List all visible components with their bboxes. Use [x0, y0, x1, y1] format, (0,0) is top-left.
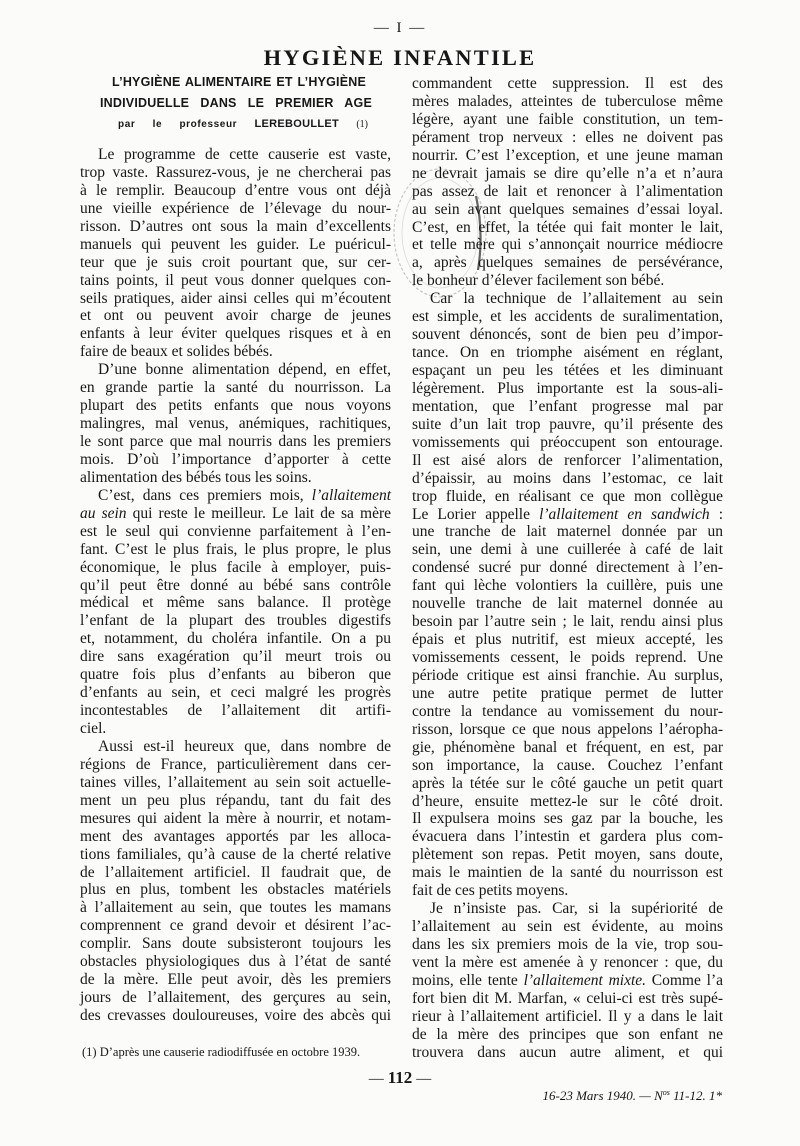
text-line: et telle mère qui s’annonçait nourrice médiocre	[412, 236, 723, 254]
text-line: mesures qui aident la mère à nourrir, et notam-	[80, 809, 391, 827]
text-line: économique, le plus facile à employer, puis-	[80, 558, 391, 576]
text-line: obstacles physiologiques dus à l’état de santé	[80, 953, 391, 971]
text-line: rieur à l’allaitement artificiel. Il y a dans le lait	[412, 1007, 723, 1025]
text-line: évacuera dans l’intestin et gardera plus com-	[412, 828, 723, 846]
byline-prefix: par le professeur	[118, 119, 238, 130]
text-line: vomissements qui préoccupent son entourage.	[412, 433, 723, 451]
text-line: Il est aisé alors de renforcer l’alimentation,	[412, 451, 723, 469]
text-line: risson. D’autres ont sous la main d’excellents	[80, 217, 391, 235]
text-line: mois. D’où l’importance d’apporter à cette	[80, 450, 391, 468]
text-line: est simple, et les accidents de suralimentation,	[412, 308, 723, 326]
text-run: moins, elle tente	[412, 971, 524, 989]
text-line	[412, 506, 723, 524]
issue-sheet: 1*	[709, 1088, 722, 1103]
text-line: médical et même sans balance. Il protège	[80, 594, 391, 612]
text-line: son importance, la cause. Couchez l’enfant	[412, 756, 723, 774]
text-run: C’est, dans ces premiers mois,	[98, 486, 312, 504]
text-line: pas assez de lait et renoncer à l’alimentation	[412, 182, 723, 200]
text-line: ne devrait jamais se dire qu’elle n’a et n’aura	[412, 164, 723, 182]
text-line: espaçant un peu les tétées et les diminuant	[412, 362, 723, 379]
text-line: période critique est ainsi franchie. Au surplus,	[412, 666, 723, 684]
text-line: des crevasses douloureuses, voire des abcès qui	[80, 1007, 391, 1024]
text-line	[80, 505, 391, 523]
text-line: après la tétée sur le côté gauche un petit quart	[412, 774, 723, 792]
text-line: de la mère des principes que son enfant ne	[412, 1025, 723, 1043]
text-line: complir. Sans doute subsisteront toujours les	[80, 935, 391, 953]
issue-info	[542, 1085, 722, 1104]
paragraph	[80, 146, 391, 361]
text-line: vomissements cessent, le poids reprend. Une	[412, 649, 723, 666]
text-line: une autre petite pratique permet de lutter	[412, 684, 723, 702]
text-line: souvent dénoncés, sont de bien peu d’impor-	[412, 326, 723, 344]
text-line: trouvera dans aucun autre aliment, et qui	[412, 1043, 723, 1061]
text-line: besoin par l’autre sein ; le lait, rendu ainsi plus	[412, 613, 723, 631]
text-line: une vieille expérience de l’élevage du nour-	[80, 199, 391, 217]
text-line: Aussi est-il heureux que, dans nombre de	[98, 737, 391, 755]
page-number-dash: —	[368, 1071, 384, 1087]
text-line: épais et plus nutritif, est mieux accepté, les	[412, 631, 723, 649]
paragraph	[412, 900, 723, 1061]
text-column-right	[412, 75, 723, 1062]
text-line: d’enfants au sein, et ceci malgré les progrès	[80, 684, 391, 702]
text-line: commandent cette suppression. Il est des	[412, 75, 723, 92]
text-line: seils pratiques, aider ainsi celles qui m’écoutent	[80, 289, 391, 307]
text-line	[412, 972, 723, 990]
text-line: ciel.	[80, 720, 107, 737]
text-line: risson, lorsque ce que nous appelons l’aéropha-	[412, 720, 723, 738]
text-line: l’allaitement au sein est évidente, au moins	[412, 918, 723, 936]
text-line: à l’allaitement au sein, que toutes les mamans	[80, 899, 391, 917]
paragraph	[412, 75, 723, 290]
text-line: ment un peu plus répandu, tant du fait des	[80, 791, 391, 809]
text-line: C’est, en effet, la tétée qui fait monter le lait,	[412, 218, 723, 236]
text-line: ment des avantages apportés par les alloca-	[80, 827, 391, 845]
page-number-value: 112	[387, 1068, 413, 1087]
text-line: comprennent ce grand devoir et désirent l’ac-	[80, 917, 391, 935]
author-name: LEREBOULLET	[254, 118, 340, 130]
text-line: d’épaissir, au moins dans l’estomac, ce lait	[412, 469, 723, 487]
text-line: fant. C’est le plus frais, le plus propre, le plus	[80, 540, 391, 558]
text-line: l’enfant de la plupart des troubles digestifs	[80, 612, 391, 630]
text-line: alimentation des bébés tous les soins.	[80, 468, 312, 486]
text-line: Car la technique de l’allaitement au sein	[430, 290, 723, 308]
text-line: est le seul qui convienne parfaitement à l’en-	[80, 522, 391, 540]
text-line: légère, ayant une faible constitution, un tem-	[412, 110, 723, 128]
text-line: trop fluide, en réalisant ce que mon collègue	[412, 487, 723, 505]
text-run: Comme l’a	[646, 971, 723, 989]
italic-text: l’allaitement en sandwich	[539, 505, 710, 523]
italic-text: l’allaitement mixte.	[523, 971, 647, 989]
text-column-left	[80, 146, 391, 1025]
text-line: mères malades, atteintes de tuberculose même	[412, 92, 723, 110]
text-line: quatre fois plus d’enfants au biberon que	[80, 666, 391, 684]
text-line: qu’il peut être donné au bébé sans contrôle	[80, 576, 391, 594]
text-line: plètement son repas. Petit moyen, sans doute,	[412, 846, 723, 864]
italic-text: au sein	[80, 504, 127, 522]
text-line: jours de l’allaitement, des gerçures au sein,	[80, 989, 391, 1007]
text-line: tains points, il peut vous donner quelques con-	[80, 271, 391, 289]
text-line: teur que je suis croit pourtant que, sur cer-	[80, 253, 391, 271]
text-line: Il expulsera moins ses gaz par la bouche, les	[412, 810, 723, 828]
footnote: (1) D’après une causerie radiodiffusée en octobre 1939.	[82, 1045, 361, 1059]
text-line: de la mère. Elle peut avoir, dès les premiers	[80, 971, 391, 989]
text-line: nouvelle tranche de lait maternel donnée au	[412, 595, 723, 613]
italic-text: l’allaitement	[311, 486, 391, 504]
paragraph	[80, 361, 391, 487]
text-line: suite d’un lait trop pauvre, qu’il présente des	[412, 415, 723, 433]
text-run: Le Lorier appelle	[412, 505, 540, 523]
text-line: incontestables de l’allaitement dit artifi-	[80, 702, 391, 720]
byline	[118, 116, 368, 133]
text-line: mais le maintien de la santé du nourrisson est	[412, 864, 723, 882]
text-line: enfants à leur éviter quelques risques et à en	[80, 325, 391, 343]
text-line: faire de beaux et solides bébés.	[80, 343, 273, 361]
text-line: vent la mère est amenée à y renoncer : que, du	[412, 953, 723, 971]
text-line: au sein avant quelques semaines d’essai loyal.	[412, 200, 723, 218]
text-line: plupart des petits enfants que nous voyons	[80, 397, 391, 415]
issue-dates: 16-23 Mars 1940. —	[542, 1088, 651, 1103]
text-line: dans les six premiers mois de la vie, trop sou-	[412, 936, 723, 953]
page-number-dash: —	[416, 1071, 432, 1087]
text-line: en grande partie la santé du nourrisson. La	[80, 379, 391, 397]
text-line	[80, 487, 391, 505]
text-line: et, notamment, du choléra infantile. On a pu	[80, 630, 391, 648]
text-line: mentation, que l’enfant progresse mal par	[412, 397, 723, 415]
text-line: une tranche de lait maternel donnée par un	[412, 523, 723, 541]
text-line: légèrement. Plus importante est la sous-ali-	[412, 379, 723, 397]
text-line: à le remplir. Beaucoup d’entre vous ont déjà	[80, 181, 391, 199]
paragraph	[80, 487, 391, 738]
article-title-line: L’HYGIÈNE ALIMENTAIRE ET L’HYGIÈNE	[112, 75, 366, 89]
section-title: HYGIÈNE INFANTILE	[263, 45, 537, 70]
page-marker: — I —	[373, 20, 427, 36]
text-line: manuels qui peuvent les guider. Le puéricul-	[80, 235, 391, 253]
article-title-line: INDIVIDUELLE DANS LE PREMIER AGE	[100, 96, 372, 110]
text-line: tance. On en triomphe aisément en réglant,	[412, 344, 723, 362]
text-run: :	[709, 505, 723, 523]
text-line: fait de ces petits moyens.	[412, 882, 569, 900]
footnote-reference: (1)	[356, 119, 368, 130]
issue-numbers: 11-12.	[673, 1088, 706, 1103]
text-line: taines villes, l’allaitement au sein soit actuelle-	[80, 773, 391, 791]
text-line: Le programme de cette causerie est vaste,	[98, 146, 391, 163]
text-line: plus en plus, tombent les obstacles matériels	[80, 881, 391, 899]
paragraph	[80, 738, 391, 1025]
text-line: pérament trop nerveux : elles ne doivent pas	[412, 128, 723, 146]
text-line: fant qui lèche volontiers la cuillère, puis une	[412, 577, 723, 595]
paragraph	[412, 290, 723, 900]
text-line: Je n’insiste pas. Car, si la supériorité de	[430, 900, 723, 918]
text-line: malingres, mal venus, anémiques, rachitiques,	[80, 415, 391, 433]
text-line: trop vaste. Rassurez-vous, je ne chercherai pas	[80, 163, 391, 181]
text-line: le sont parce que mal nourris dans les premiers	[80, 433, 391, 450]
text-line: le bonheur d’élever facilement son bébé.	[412, 272, 665, 290]
text-run: qui reste le meilleur. Le lait de sa mère	[126, 504, 391, 522]
text-line: a, après quelques semaines de persévérance,	[412, 254, 723, 272]
text-line: D’une bonne alimentation dépend, en effet,	[98, 361, 391, 379]
text-line: nourrir. C’est l’exception, et une jeune maman	[412, 146, 723, 164]
text-line: condensé sucré pur donné directement à l’en-	[412, 559, 723, 577]
text-line: fort bien dit M. Marfan, « celui-ci est très supé-	[412, 989, 723, 1007]
text-line: contre la tendance au vomissement du nour-	[412, 702, 723, 720]
text-line: de l’allaitement artificiel. Il faudrait que, de	[80, 863, 391, 881]
text-line: et ont ou peuvent avoir charge de jeunes	[80, 307, 391, 325]
issue-number-sup: os	[662, 1088, 670, 1097]
text-line: sein, une demi à une cuillerée à café de lait	[412, 541, 723, 559]
issue-number-abbrev: N	[654, 1088, 663, 1103]
text-line: gie, phénomène banal et fréquent, en est, par	[412, 738, 723, 756]
text-line: d’heure, ensuite mettez-le sur le côté droit.	[412, 792, 723, 810]
text-line: tions familiales, qu’à cause de la cherté relative	[80, 845, 391, 863]
text-line: dire sans exagération qu’il meurt trois ou	[80, 648, 391, 666]
text-line: régions de France, particulièrement dans cer-	[80, 755, 391, 773]
